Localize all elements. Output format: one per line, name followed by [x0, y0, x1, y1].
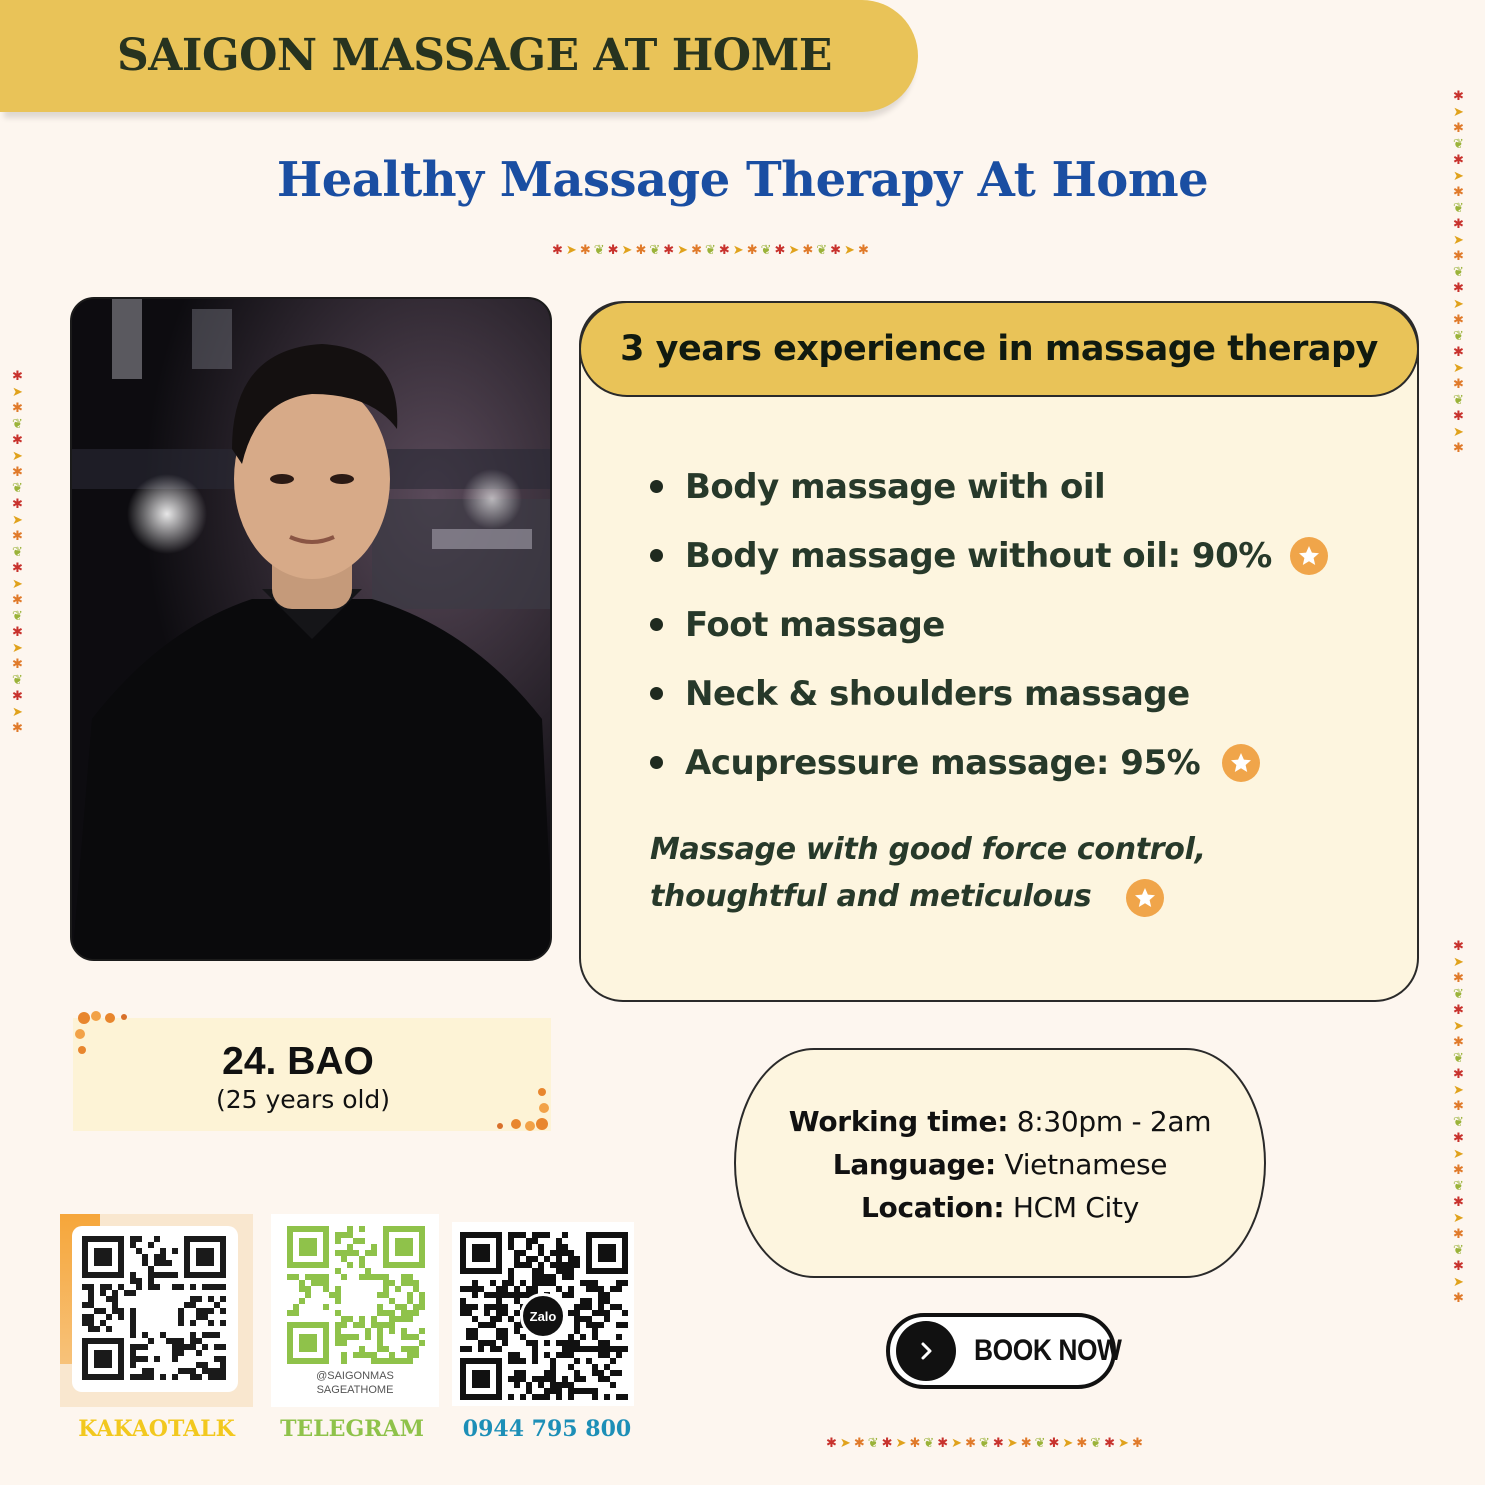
- leaf-icon: ❦: [1453, 329, 1464, 344]
- leaf-icon: ➤: [895, 1436, 907, 1451]
- leaf-icon: ➤: [12, 449, 23, 464]
- leaf-icon: ❦: [1453, 1179, 1464, 1194]
- leaf-icon: ➤: [677, 243, 689, 258]
- kakao-label-text: KAKAOTALK: [78, 1416, 235, 1442]
- bullet-icon: [650, 618, 663, 631]
- leaf-icon: ➤: [621, 243, 633, 258]
- bullet-icon: [650, 756, 663, 769]
- leaf-icon: ✱: [1104, 1436, 1116, 1451]
- leaf-icon: ✱: [1453, 313, 1464, 328]
- leaf-icon: ➤: [1118, 1436, 1129, 1451]
- location-label: Location:: [861, 1191, 1005, 1224]
- therapist-name: 24. BAO: [222, 1040, 374, 1083]
- list-item: [650, 521, 1328, 590]
- leaf-icon: ➤: [12, 385, 23, 400]
- leaf-icon: ✱: [909, 1436, 921, 1451]
- leaf-icon: ❦: [649, 243, 661, 258]
- leaf-icon: ✱: [1453, 217, 1464, 232]
- details-text: [734, 1100, 1266, 1229]
- telegram-handle-line1: @SAIGONMAS: [316, 1370, 394, 1382]
- book-now-label: BOOK NOW: [974, 1334, 1122, 1367]
- leaf-icon: ✱: [1048, 1436, 1060, 1451]
- leaf-icon: ✱: [937, 1436, 949, 1451]
- list-item: [650, 659, 1328, 728]
- leaf-icon: ✱: [1453, 1291, 1464, 1306]
- service-label: Body massage without oil: 90%: [685, 535, 1272, 576]
- leaf-icon: ➤: [1062, 1436, 1074, 1451]
- leaf-icon: ❦: [1453, 201, 1464, 216]
- leaf-icon: ❦: [867, 1436, 879, 1451]
- star-icon: [1290, 537, 1328, 575]
- leaf-icon: ✱: [826, 1436, 837, 1451]
- leaf-border-left: [12, 370, 23, 735]
- leaf-icon: ✱: [12, 657, 23, 672]
- leaf-icon: ➤: [1453, 361, 1464, 376]
- leaf-icon: ❦: [1453, 265, 1464, 280]
- leaf-icon: ✱: [12, 497, 23, 512]
- leaf-icon: ❦: [1090, 1436, 1102, 1451]
- leaf-icon: ➤: [1453, 955, 1464, 970]
- leaf-icon: ✱: [802, 243, 814, 258]
- leaf-icon: ✱: [663, 243, 675, 258]
- leaf-icon: ➤: [1453, 169, 1464, 184]
- leaf-icon: ✱: [607, 243, 619, 258]
- leaf-icon: ✱: [12, 369, 23, 384]
- leaf-icon: ✱: [1453, 1163, 1464, 1178]
- leaf-icon: ✱: [1453, 1227, 1464, 1242]
- language-label: Language:: [832, 1148, 996, 1181]
- bullet-icon: [650, 480, 663, 493]
- working-time-row: [734, 1100, 1266, 1143]
- leaf-icon: ➤: [1453, 297, 1464, 312]
- leaf-icon: ✱: [12, 593, 23, 608]
- working-time-label: Working time:: [788, 1105, 1009, 1138]
- leaf-icon: ✱: [1453, 1259, 1464, 1274]
- leaf-icon: ❦: [978, 1436, 990, 1451]
- leaf-icon: ✱: [1453, 281, 1464, 296]
- therapist-photo: [70, 297, 552, 961]
- leaf-icon: ➤: [1453, 1019, 1464, 1034]
- working-time-value: 8:30pm - 2am: [1016, 1105, 1212, 1138]
- leaf-icon: ✱: [1453, 1067, 1464, 1082]
- language-value: Vietnamese: [1004, 1148, 1168, 1181]
- leaf-icon: ✱: [12, 401, 23, 416]
- leaf-icon: ✱: [12, 689, 23, 704]
- leaf-icon: ✱: [857, 243, 869, 258]
- leaf-icon: ❦: [1453, 1243, 1464, 1258]
- list-item: [650, 590, 1328, 659]
- leaf-icon: ➤: [1453, 1211, 1464, 1226]
- bullet-icon: [650, 549, 663, 562]
- leaf-icon: ✱: [1453, 153, 1464, 168]
- leaf-icon: ✱: [691, 243, 702, 258]
- kakao-label: [60, 1416, 253, 1442]
- leaf-icon: ✱: [1453, 1131, 1464, 1146]
- therapist-note: [650, 826, 1370, 920]
- leaf-icon: ✱: [1453, 345, 1464, 360]
- leaf-icon: ✱: [992, 1436, 1004, 1451]
- zalo-logo-icon: [520, 1293, 566, 1339]
- leaf-icon: ✱: [1453, 971, 1464, 986]
- telegram-label-text: TELEGRAM: [280, 1416, 424, 1442]
- leaf-icon: ✱: [830, 243, 842, 258]
- leaf-icon: ✱: [1453, 1035, 1464, 1050]
- star-icon: [1222, 744, 1260, 782]
- zalo-phone-text: 0944 795 800: [462, 1416, 632, 1442]
- chevron-right-icon: [896, 1321, 956, 1381]
- leaf-icon: ✱: [1453, 441, 1464, 456]
- leaf-icon: ➤: [732, 243, 744, 258]
- leaf-icon: ✱: [881, 1436, 893, 1451]
- list-item: [650, 728, 1328, 797]
- telegram-label: [262, 1416, 442, 1442]
- leaf-icon: ✱: [1131, 1436, 1143, 1451]
- telegram-handle: [271, 1369, 439, 1397]
- leaf-icon: ❦: [760, 243, 772, 258]
- leaf-icon: ✱: [1453, 249, 1464, 264]
- services-list: [650, 452, 1328, 797]
- leaf-icon: ➤: [1453, 1147, 1464, 1162]
- telegram-handle-line2: SAGEATHOME: [316, 1384, 394, 1396]
- leaf-icon: ➤: [1453, 425, 1464, 440]
- leaf-icon: ✱: [12, 465, 23, 480]
- leaf-icon: ❦: [1453, 393, 1464, 408]
- note-text: Massage with good force control, thoughtful and meticulous: [650, 832, 1206, 914]
- leaf-icon: ✱: [1020, 1436, 1032, 1451]
- leaf-icon: ➤: [1006, 1436, 1018, 1451]
- leaf-icon: ❦: [1453, 987, 1464, 1002]
- leaf-divider-bottom: [826, 1437, 1143, 1450]
- leaf-border-right-top: [1453, 90, 1464, 455]
- leaf-icon: ➤: [565, 243, 577, 258]
- leaf-icon: ✱: [12, 433, 23, 448]
- leaf-icon: ✱: [12, 721, 23, 736]
- leaf-icon: ✱: [965, 1436, 976, 1451]
- leaf-icon: ➤: [788, 243, 800, 258]
- person-portrait-icon: [72, 299, 552, 961]
- location-row: [734, 1186, 1266, 1229]
- leaf-icon: ❦: [923, 1436, 935, 1451]
- leaf-icon: ❦: [704, 243, 716, 258]
- leaf-icon: ❦: [12, 481, 23, 496]
- leaf-icon: ✱: [1076, 1436, 1088, 1451]
- leaf-icon: ✱: [1453, 1195, 1464, 1210]
- leaf-icon: ➤: [12, 705, 23, 720]
- leaf-icon: ✱: [1453, 121, 1464, 136]
- leaf-icon: ❦: [593, 243, 605, 258]
- leaf-icon: ➤: [951, 1436, 963, 1451]
- experience-title: 3 years experience in massage therapy: [579, 301, 1419, 397]
- qr-code-icon: [271, 1214, 439, 1364]
- language-row: [734, 1143, 1266, 1186]
- leaf-icon: ❦: [1034, 1436, 1046, 1451]
- kakao-qr-code[interactable]: [72, 1226, 238, 1392]
- qr-code-icon: [72, 1226, 238, 1392]
- leaf-icon: ✱: [718, 243, 730, 258]
- leaf-icon: ❦: [1453, 137, 1464, 152]
- service-label: Body massage with oil: [685, 466, 1106, 507]
- leaf-icon: ❦: [1453, 1051, 1464, 1066]
- leaf-icon: ➤: [1453, 1275, 1464, 1290]
- leaf-icon: ✱: [1453, 939, 1464, 954]
- leaf-icon: ➤: [12, 577, 23, 592]
- leaf-icon: ✱: [774, 243, 786, 258]
- leaf-icon: ✱: [1453, 1003, 1464, 1018]
- service-label: Acupressure massage: 95%: [685, 742, 1201, 783]
- star-icon: [1126, 879, 1164, 917]
- leaf-icon: ✱: [1453, 377, 1464, 392]
- leaf-icon: ✱: [552, 243, 563, 258]
- leaf-icon: ❦: [12, 417, 23, 432]
- leaf-icon: ➤: [1453, 1083, 1464, 1098]
- service-label: Foot massage: [685, 604, 945, 645]
- leaf-icon: ✱: [853, 1436, 865, 1451]
- zalo-label: [452, 1416, 642, 1442]
- leaf-icon: ❦: [12, 545, 23, 560]
- leaf-icon: ➤: [839, 1436, 851, 1451]
- brand-title: SAIGON MASSAGE AT HOME: [117, 30, 832, 81]
- leaf-icon: ➤: [844, 243, 855, 258]
- page-headline: Healthy Massage Therapy At Home: [276, 152, 1209, 208]
- leaf-icon: ➤: [1453, 233, 1464, 248]
- leaf-icon: ✱: [1453, 409, 1464, 424]
- leaf-icon: ➤: [12, 513, 23, 528]
- leaf-icon: ✱: [1453, 89, 1464, 104]
- zalo-logo-text: Zalo: [529, 1308, 557, 1324]
- leaf-icon: ✱: [12, 625, 23, 640]
- list-item: [650, 452, 1328, 521]
- leaf-icon: ✱: [635, 243, 647, 258]
- book-now-button[interactable]: [886, 1313, 1122, 1389]
- therapist-age: (25 years old): [215, 1085, 391, 1114]
- leaf-icon: ✱: [12, 561, 23, 576]
- bullet-icon: [650, 687, 663, 700]
- leaf-border-right-bottom: [1453, 940, 1464, 1305]
- leaf-icon: ✱: [579, 243, 591, 258]
- leaf-divider-top: [552, 244, 869, 257]
- leaf-icon: ❦: [816, 243, 828, 258]
- leaf-icon: ❦: [1453, 1115, 1464, 1130]
- location-value: HCM City: [1012, 1191, 1139, 1224]
- service-label: Neck & shoulders massage: [685, 673, 1190, 714]
- leaf-icon: ✱: [1453, 185, 1464, 200]
- leaf-icon: ✱: [746, 243, 758, 258]
- leaf-icon: ❦: [12, 609, 23, 624]
- leaf-icon: ✱: [12, 529, 23, 544]
- leaf-icon: ➤: [12, 641, 23, 656]
- leaf-icon: ❦: [12, 673, 23, 688]
- leaf-icon: ✱: [1453, 1099, 1464, 1114]
- leaf-icon: ➤: [1453, 105, 1464, 120]
